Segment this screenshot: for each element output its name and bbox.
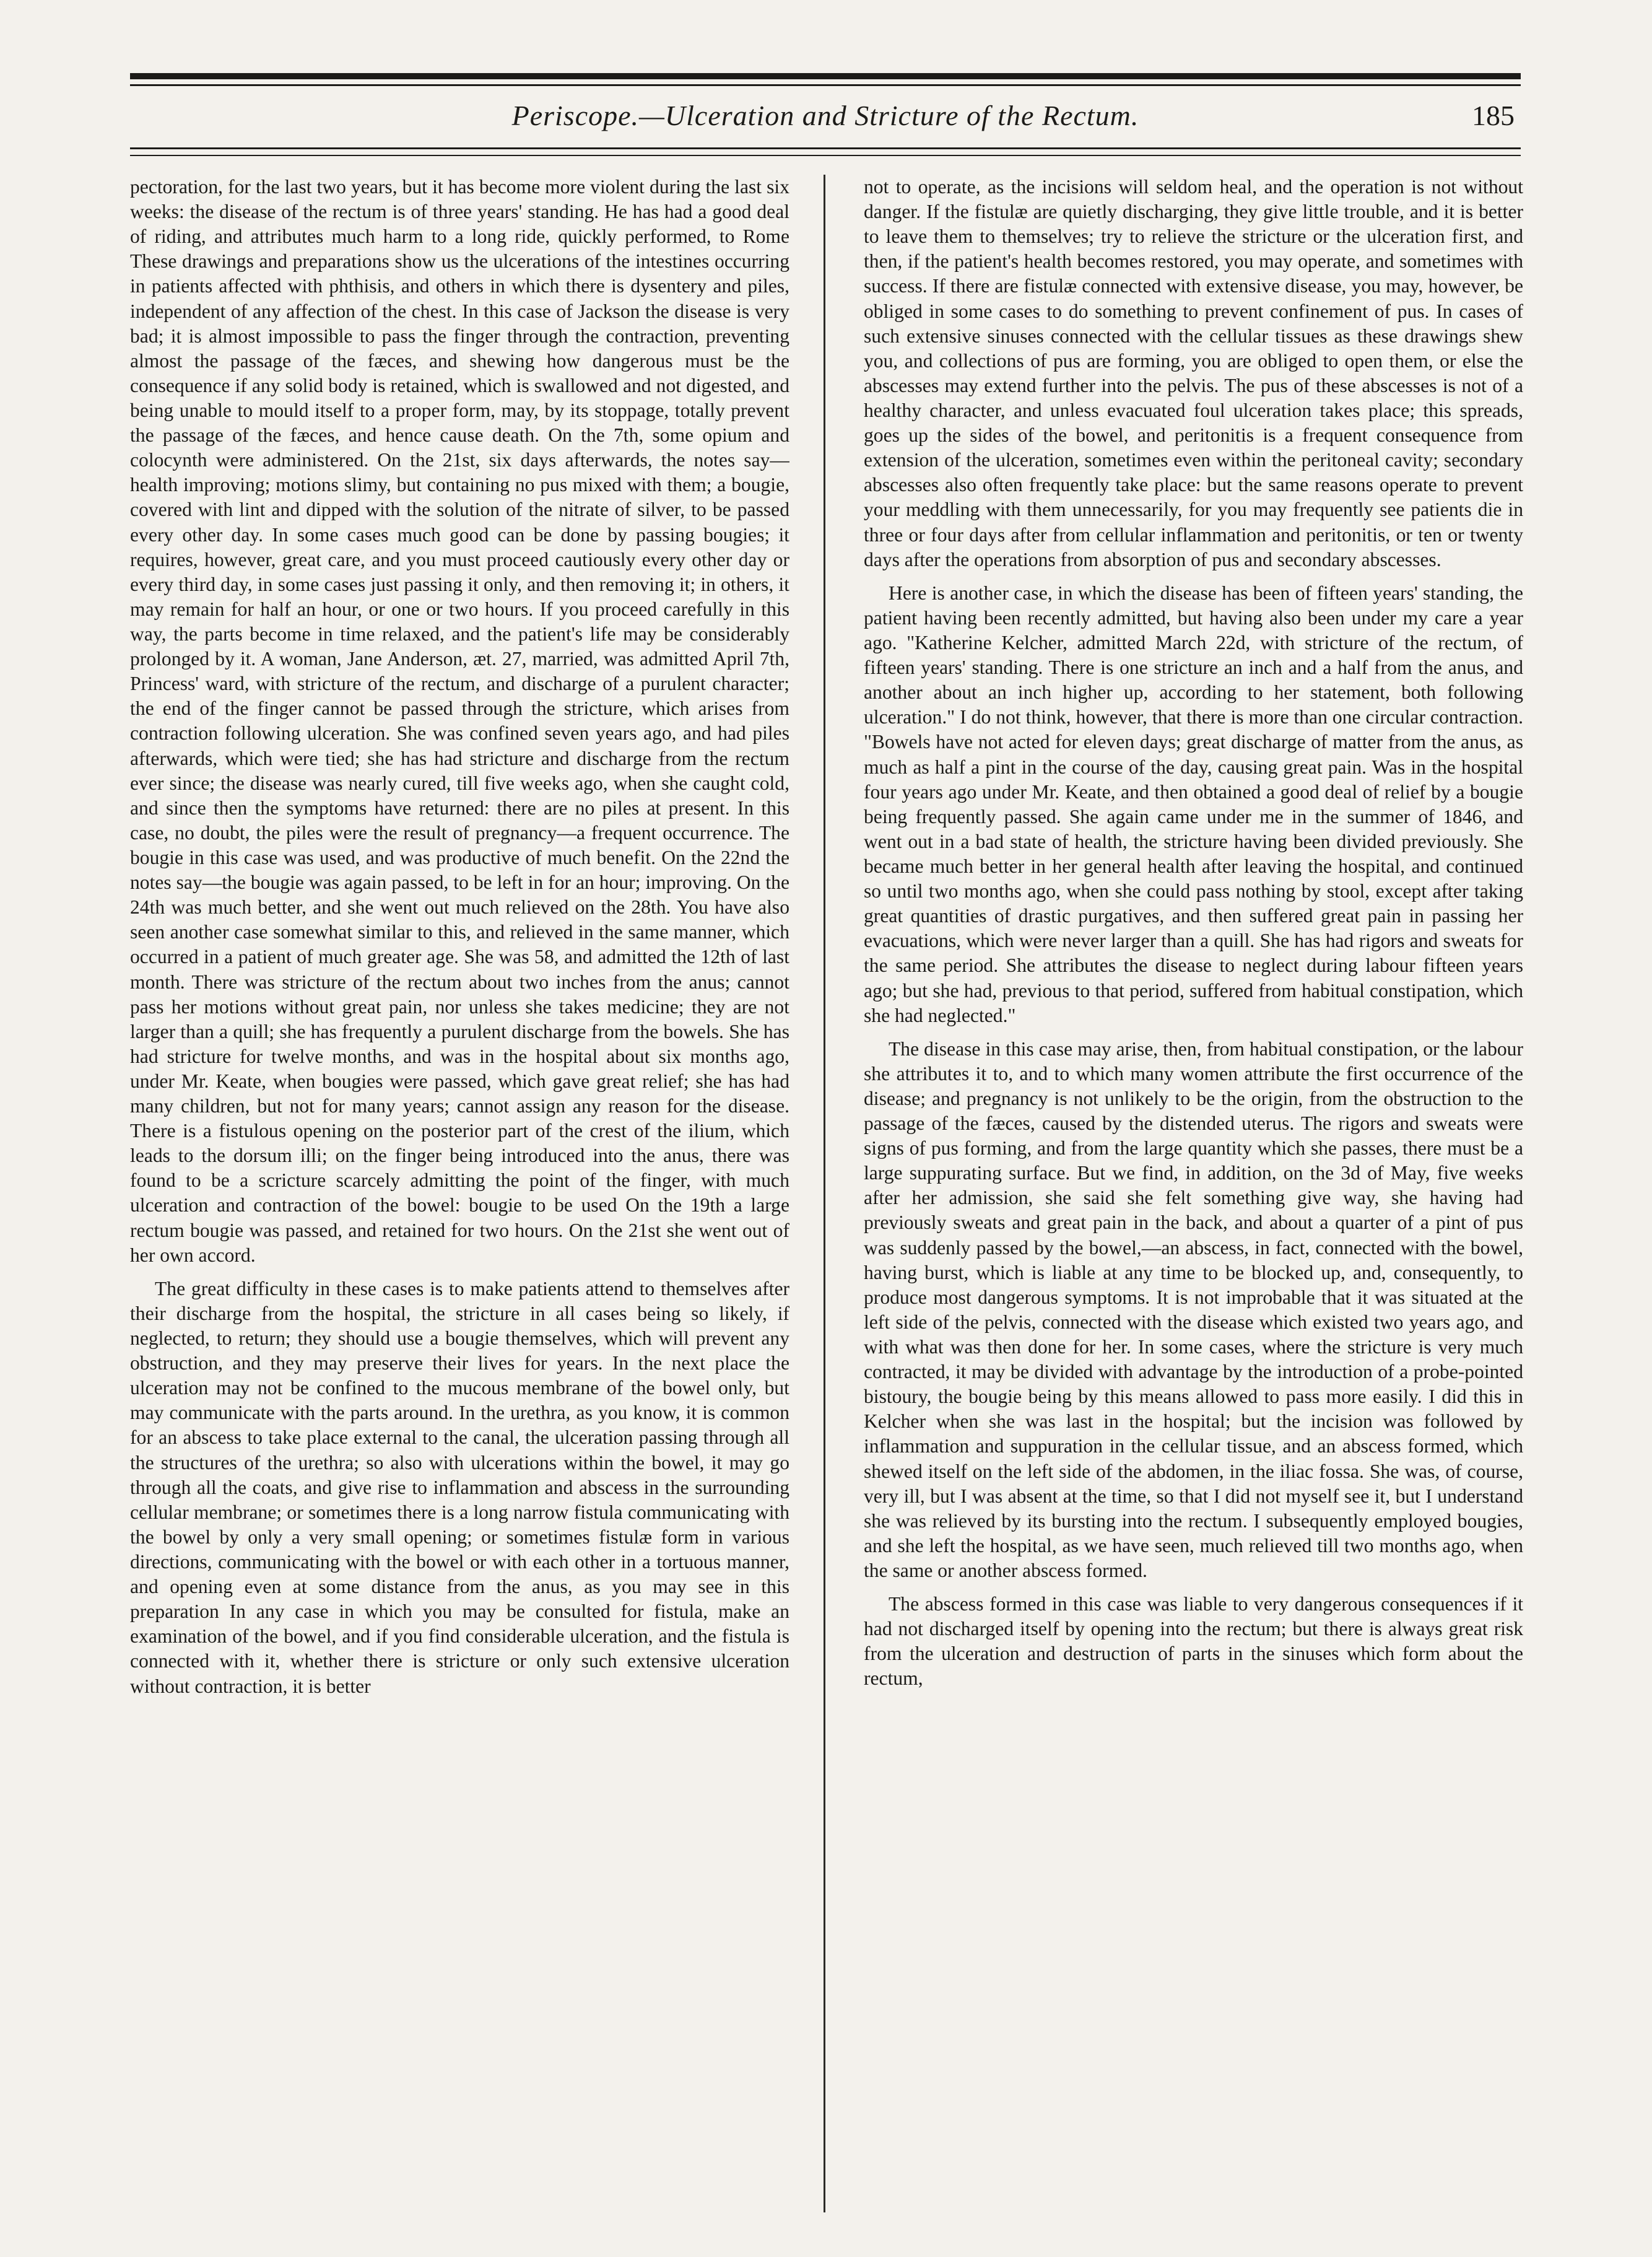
top-double-rule-thin: [130, 84, 1521, 86]
left-paragraph-2: The great difficulty in these cases is to make patients attend to themselves after their discharge from the hospital, the stricture in all cases being so likely, if neglected, to return; they should use a bougie themselves, which will prevent any obstruction, and they may preserve their lives for years. In the next place the ulceration may not be confined to the mucous membrane of the bowel only, but may communicate with the parts around. In the urethra, as you know, it is common for an abscess to take place external to the canal, the ulceration passing through all the structures of the urethra; so also with ulcerations within the bowel, it may go through all the coats, and give rise to inflammation and abscess in the surrounding cellular membrane; or sometimes there is a long narrow fistula communicating with the bowel by only a very small opening; or sometimes fistulæ form in various directions, communicating with the bowel or with each other in a tortuous manner, and opening even at some distance from the anus, as you may see in this preparation In any case in which you may be consulted for fistula, make an examination of the bowel, and if you find considerable ulceration, and the fistula is connected with it, whether there is stricture or only such extensive ulceration without contraction, it is better: [130, 1277, 789, 1697]
header-rule-upper: [130, 147, 1521, 149]
left-column: [130, 175, 789, 2212]
right-paragraph-3: The disease in this case may arise, then, from habitual constipation, or the labour she attributes it to, and to which many women attribute the first occurrence of the disease; and pregnancy is not unlikely to be the origin, from the obstruction to the passage of the fæces, caused by the distended uterus. The rigors and sweats were signs of pus forming, and from the large quantity which she passes, there must be a large suppurating surface. But we find, in addition, on the 3d of May, five weeks after her admission, she said she felt something give way, she having had previously sweats and great pain in the back, and about a quarter of a pint of pus was suddenly passed by the bowel,—an abscess, in fact, connected with the bowel, having burst, which is liable at any time to be blocked up, and, consequently, to produce most dangerous symptoms. It is not improbable that it was situated at the left side of the pelvis, connected with the disease which existed two years ago, and with what was then done for her. In some cases, where the stricture is very much contracted, it may be divided with advantage by the introduction of a probe-pointed bistoury, the bougie being by this means allowed to pass more easily. I did this in Kelcher when she was last in the hospital; but the incision was followed by inflammation and suppuration in the cellular tissue, and an abscess formed, which shewed itself on the left side of the abdomen, in the iliac fossa. She was, of course, very ill, but I was absent at the time, so that I did not myself see it, but I understand she was relieved by its bursting into the rectum. I subsequently employed bougies, and she left the hospital, as we have seen, much relieved till two months ago, when the same or another abscess formed.: [864, 1037, 1523, 1582]
right-paragraph-2: Here is another case, in which the disease has been of fifteen years' standing, the patient having been recently admitted, but having also been under my care a year ago. "Katherine Kelcher, admitted March 22d, with stricture of the rectum, of fifteen years' standing. There is one stricture an inch and a half from the anus, and another about an inch higher up, according to her statement, both following ulceration." I do not think, however, that there is more than one circular contraction. "Bowels have not acted for eleven days; great discharge of matter from the anus, as much as half a pint in the course of the day, causing great pain. Was in the hospital four years ago under Mr. Keate, and then obtained a good deal of relief by a bougie being frequently passed. She again came under me in the summer of 1846, and went out in a bad state of health, the stricture having been divided previously. She became much better in her general health after leaving the hospital, and continued so until two months ago, when she could pass nothing by stool, except after taking great quantities of drastic purgatives, and then suffered great pain in passing her evacuations, which were never larger than a quill. She has had rigors and sweats for the same period. She attributes the disease to neglect during labour fifteen years ago; but she had, previous to that period, suffered from habitual constipation, which she had neglected.": [864, 582, 1523, 1026]
column-divider: [824, 175, 825, 2212]
page-header: [130, 93, 1521, 141]
header-rule-lower: [130, 155, 1521, 156]
right-column: [864, 175, 1523, 2212]
right-paragraph-1: not to operate, as the incisions will seldom heal, and the operation is not without danger. If the fistulæ are quietly discharging, they give little trouble, and it is better to leave them to themselves; try to relieve the stricture or the ulceration first, and then, if the patient's health becomes restored, you may operate, and sometimes with success. If there are fistulæ connected with extensive disease, you may, however, be obliged in some cases to do something to prevent confinement of pus. In cases of such extensive sinuses connected with the cellular tissues as these drawings shew you, and collections of pus are forming, you are obliged to open them, or else the abscesses may extend further into the pelvis. The pus of these abscesses is not of a healthy character, and unless evacuated foul ulceration takes place; this spreads, goes up the sides of the bowel, and peritonitis is a frequent consequence from extension of the ulceration, sometimes even within the peritoneal cavity; secondary abscesses also often frequently take place: but the same reasons operate to prevent your meddling with them unnecessarily, for you may frequently see patients die in three or four days after from cellular inflammation and peritonitis, or ten or twenty days after the operations from absorption of pus and secondary abscesses.: [864, 176, 1523, 570]
top-double-rule-thick: [130, 73, 1521, 79]
left-paragraph-1: pectoration, for the last two years, but it has become more violent during the last six weeks: the disease of the rectum is of three years' standing. He has had a good deal of riding, and attributes much harm to a long ride, quickly performed, to Rome These drawings and preparations show us the ulcerations of the intestines occurring in patients affected with phthisis, and others in which there is dysentery and piles, independent of any affection of the chest. In this case of Jackson the disease is very bad; it is almost impossible to pass the finger through the contraction, preventing almost the passage of the fæces, and shewing how dangerous must be the consequence if any solid body is retained, which is swallowed and not digested, and being unable to mould itself to a proper form, may, by its stoppage, totally prevent the passage of the fæces, and hence cause death. On the 7th, some opium and colocynth were administered. On the 21st, six days afterwards, the notes say—health improving; motions slimy, but containing no pus mixed with them; a bougie, covered with lint and dipped with the solution of the nitrate of silver, to be passed every other day. In some cases much good can be done by passing bougies; it requires, however, great care, and you must proceed cautiously every other day or every third day, in some cases just passing it only, and then removing it; in others, it may remain for half an hour, or one or two hours. If you proceed carefully in this way, the parts become in time relaxed, and the patient's life may be considerably prolonged by it. A woman, Jane Anderson, æt. 27, married, was admitted April 7th, Princess' ward, with stricture of the rectum, and discharge of a purulent character; the end of the finger cannot be passed through the stricture, which arises from contraction following ulceration. She was confined seven years ago, and had piles afterwards, which were tied; she has had stricture and discharge from the rectum ever since; the disease was nearly cured, till five weeks ago, when she caught cold, and since then the symptoms have returned: there are no piles at present. In this case, no doubt, the piles were the result of pregnancy—a frequent occurrence. The bougie in this case was used, and was productive of much benefit. On the 22nd the notes say—the bougie was again passed, to be left in for an hour; improving. On the 24th was much better, and she went out much relieved on the 28th. You have also seen another case somewhat similar to this, and relieved in the same manner, which occurred in a patient of much greater age. She was 58, and admitted the 12th of last month. There was stricture of the rectum about two inches from the anus; cannot pass her motions without great pain, nor unless she takes medicine; they are not larger than a quill; she has frequently a purulent discharge from the bowels. She has had stricture for twelve months, and was in the hospital about six months ago, under Mr. Keate, when bougies were passed, which gave great relief; she has had many children, but not for many years; cannot assign any reason for the disease. There is a fistulous opening on the posterior part of the crest of the ilium, which leads to the dorsum illi; on the finger being introduced into the anus, there was found to be a scricture scarcely admitting the point of the finger, with much ulceration and contraction of the bowel: bougie to be used On the 19th a large rectum bougie was passed, and retained for two hours. On the 21st she went out of her own accord.: [130, 176, 789, 1266]
right-paragraph-4: The abscess formed in this case was liable to very dangerous consequences if it had not discharged itself by opening into the rectum; but there is always great risk from the ulceration and destruction of parts in the sinuses which form about the rectum,: [864, 1593, 1523, 1690]
page-number: 185: [1472, 100, 1515, 131]
running-head: Periscope.—Ulceration and Stricture of the Rectum.: [511, 100, 1139, 131]
